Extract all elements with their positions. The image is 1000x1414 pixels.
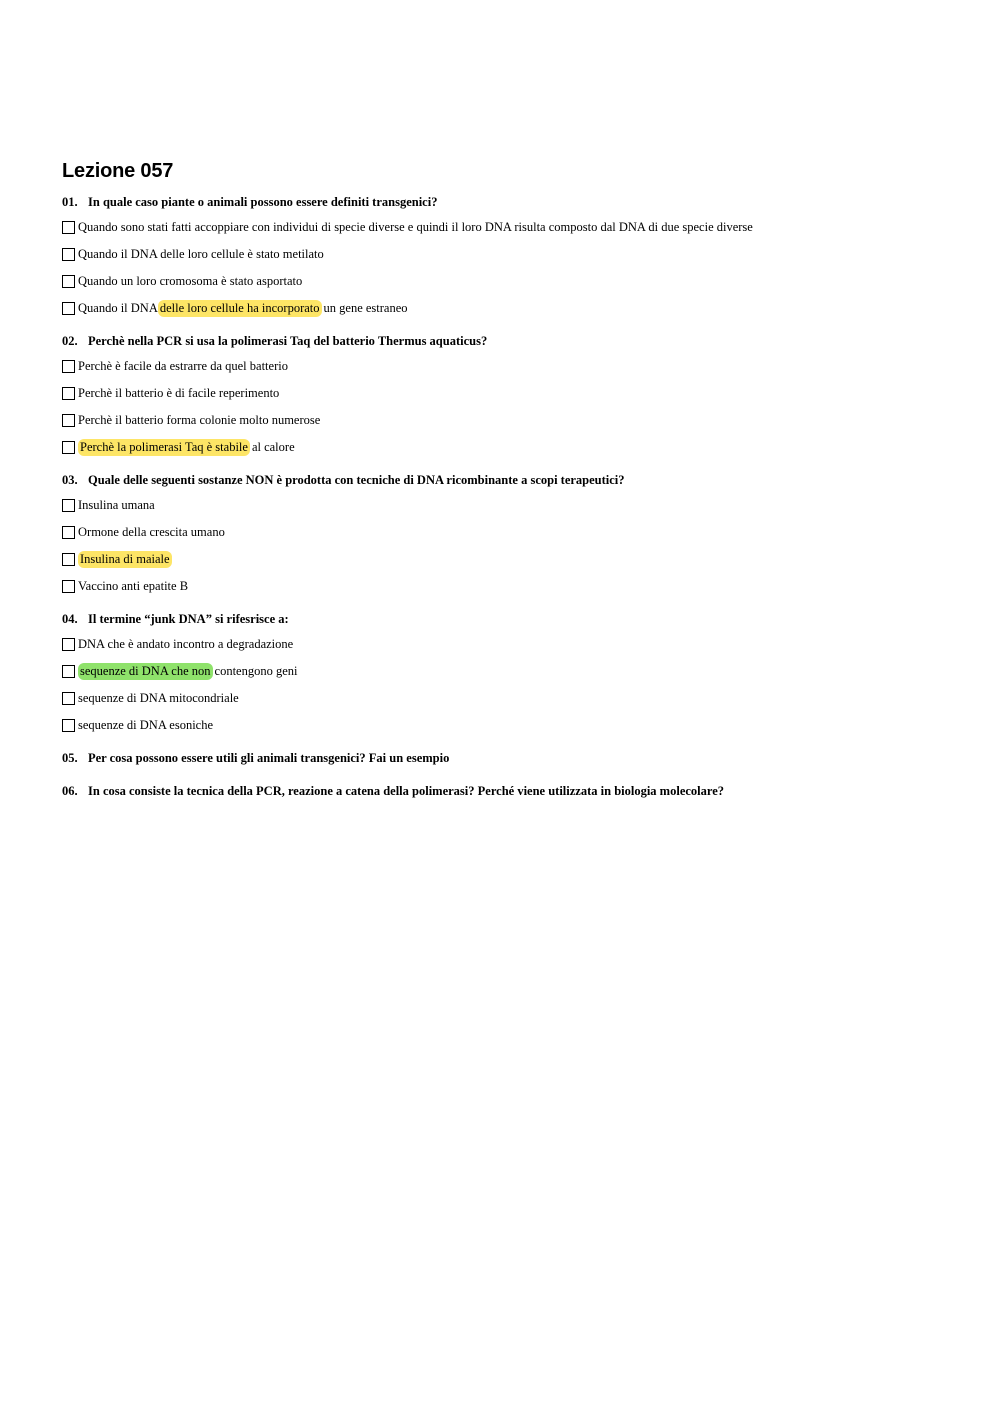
questions-list [62, 195, 962, 799]
lesson-title: Lezione 057 [62, 160, 174, 182]
answer-option[interactable] [62, 551, 962, 568]
answer-option[interactable] [62, 358, 962, 375]
question-title [62, 612, 962, 627]
answer-checkbox[interactable] [62, 302, 75, 315]
answer-checkbox[interactable] [62, 526, 75, 539]
question-text: Quale delle seguenti sostanze NON è prodotta con tecniche di DNA ricombinante a scopi terapeutici? [88, 473, 625, 487]
answer-option[interactable] [62, 412, 962, 429]
answer-option[interactable] [62, 690, 962, 707]
question-number: 05. [62, 751, 78, 765]
question-02 [62, 334, 962, 456]
question-text: In quale caso piante o animali possono essere definiti transgenici? [88, 195, 438, 209]
answer-checkbox[interactable] [62, 719, 75, 732]
option-text: Vaccino anti epatite B [78, 579, 189, 593]
question-04 [62, 612, 962, 734]
answer-option[interactable] [62, 219, 962, 236]
option-text: Perchè il batterio forma colonie molto numerose [78, 413, 321, 427]
highlighted-answer-text: delle loro cellule ha incorporato [159, 301, 320, 315]
answer-option[interactable] [62, 578, 962, 595]
question-number: 02. [62, 334, 78, 348]
question-title [62, 751, 962, 766]
highlighted-answer-text: Perchè la polimerasi Taq è stabile [80, 440, 248, 454]
question-text: Il termine “junk DNA” si rifesrisce a: [88, 612, 289, 626]
option-text: Quando il DNA [78, 301, 158, 315]
question-text: Perchè nella PCR si usa la polimerasi Taq del batterio Thermus aquaticus? [88, 334, 488, 348]
answer-option[interactable] [62, 246, 962, 263]
option-text: sequenze di DNA mitocondriale [78, 691, 239, 705]
question-title [62, 195, 962, 210]
answer-option[interactable] [62, 300, 962, 317]
question-01 [62, 195, 962, 317]
answer-checkbox[interactable] [62, 248, 75, 261]
question-05 [62, 751, 962, 766]
option-text: Ormone della crescita umano [78, 525, 225, 539]
option-text: Quando un loro cromosoma è stato asportato [78, 274, 303, 288]
answer-option[interactable] [62, 497, 962, 514]
question-03 [62, 473, 962, 595]
option-text: Perchè il batterio è di facile reperimento [78, 386, 280, 400]
highlighted-answer-text: sequenze di DNA che non [80, 664, 211, 678]
answer-checkbox[interactable] [62, 499, 75, 512]
option-text: DNA che è andato incontro a degradazione [78, 637, 294, 651]
option-text: Quando il DNA delle loro cellule è stato metilato [78, 247, 324, 261]
answer-checkbox[interactable] [62, 638, 75, 651]
option-text: Quando sono stati fatti accoppiare con individui di specie diverse e quindi il loro DNA risulta composto dal DNA di due specie diverse [78, 220, 753, 234]
answer-checkbox[interactable] [62, 692, 75, 705]
highlighted-answer-text: Insulina di maiale [80, 552, 170, 566]
answer-option[interactable] [62, 663, 962, 680]
answer-checkbox[interactable] [62, 665, 75, 678]
question-number: 01. [62, 195, 78, 209]
question-06 [62, 784, 962, 799]
answer-option[interactable] [62, 717, 962, 734]
answer-option[interactable] [62, 524, 962, 541]
option-text: Insulina umana [78, 498, 155, 512]
answer-checkbox[interactable] [62, 441, 75, 454]
question-title [62, 784, 962, 799]
question-number: 06. [62, 784, 78, 798]
answer-checkbox[interactable] [62, 275, 75, 288]
answer-checkbox[interactable] [62, 553, 75, 566]
quiz-page [62, 160, 962, 817]
answer-option[interactable] [62, 636, 962, 653]
option-text-continued: al calore [251, 440, 295, 454]
answer-checkbox[interactable] [62, 580, 75, 593]
answer-checkbox[interactable] [62, 414, 75, 427]
question-title [62, 334, 962, 349]
option-text-continued: un gene estraneo [323, 301, 408, 315]
answer-checkbox[interactable] [62, 221, 75, 234]
answer-option[interactable] [62, 385, 962, 402]
question-number: 03. [62, 473, 78, 487]
option-text: Perchè è facile da estrarre da quel batterio [78, 359, 288, 373]
answer-option[interactable] [62, 273, 962, 290]
question-text: Per cosa possono essere utili gli animali transgenici? Fai un esempio [88, 751, 450, 765]
question-text: In cosa consiste la tecnica della PCR, reazione a catena della polimerasi? Perché viene utilizzata in biologia molecolare? [88, 784, 725, 798]
answer-checkbox[interactable] [62, 387, 75, 400]
question-title [62, 473, 962, 488]
question-number: 04. [62, 612, 78, 626]
option-text: sequenze di DNA esoniche [78, 718, 214, 732]
option-text-continued: contengono geni [214, 664, 298, 678]
answer-option[interactable] [62, 439, 962, 456]
answer-checkbox[interactable] [62, 360, 75, 373]
